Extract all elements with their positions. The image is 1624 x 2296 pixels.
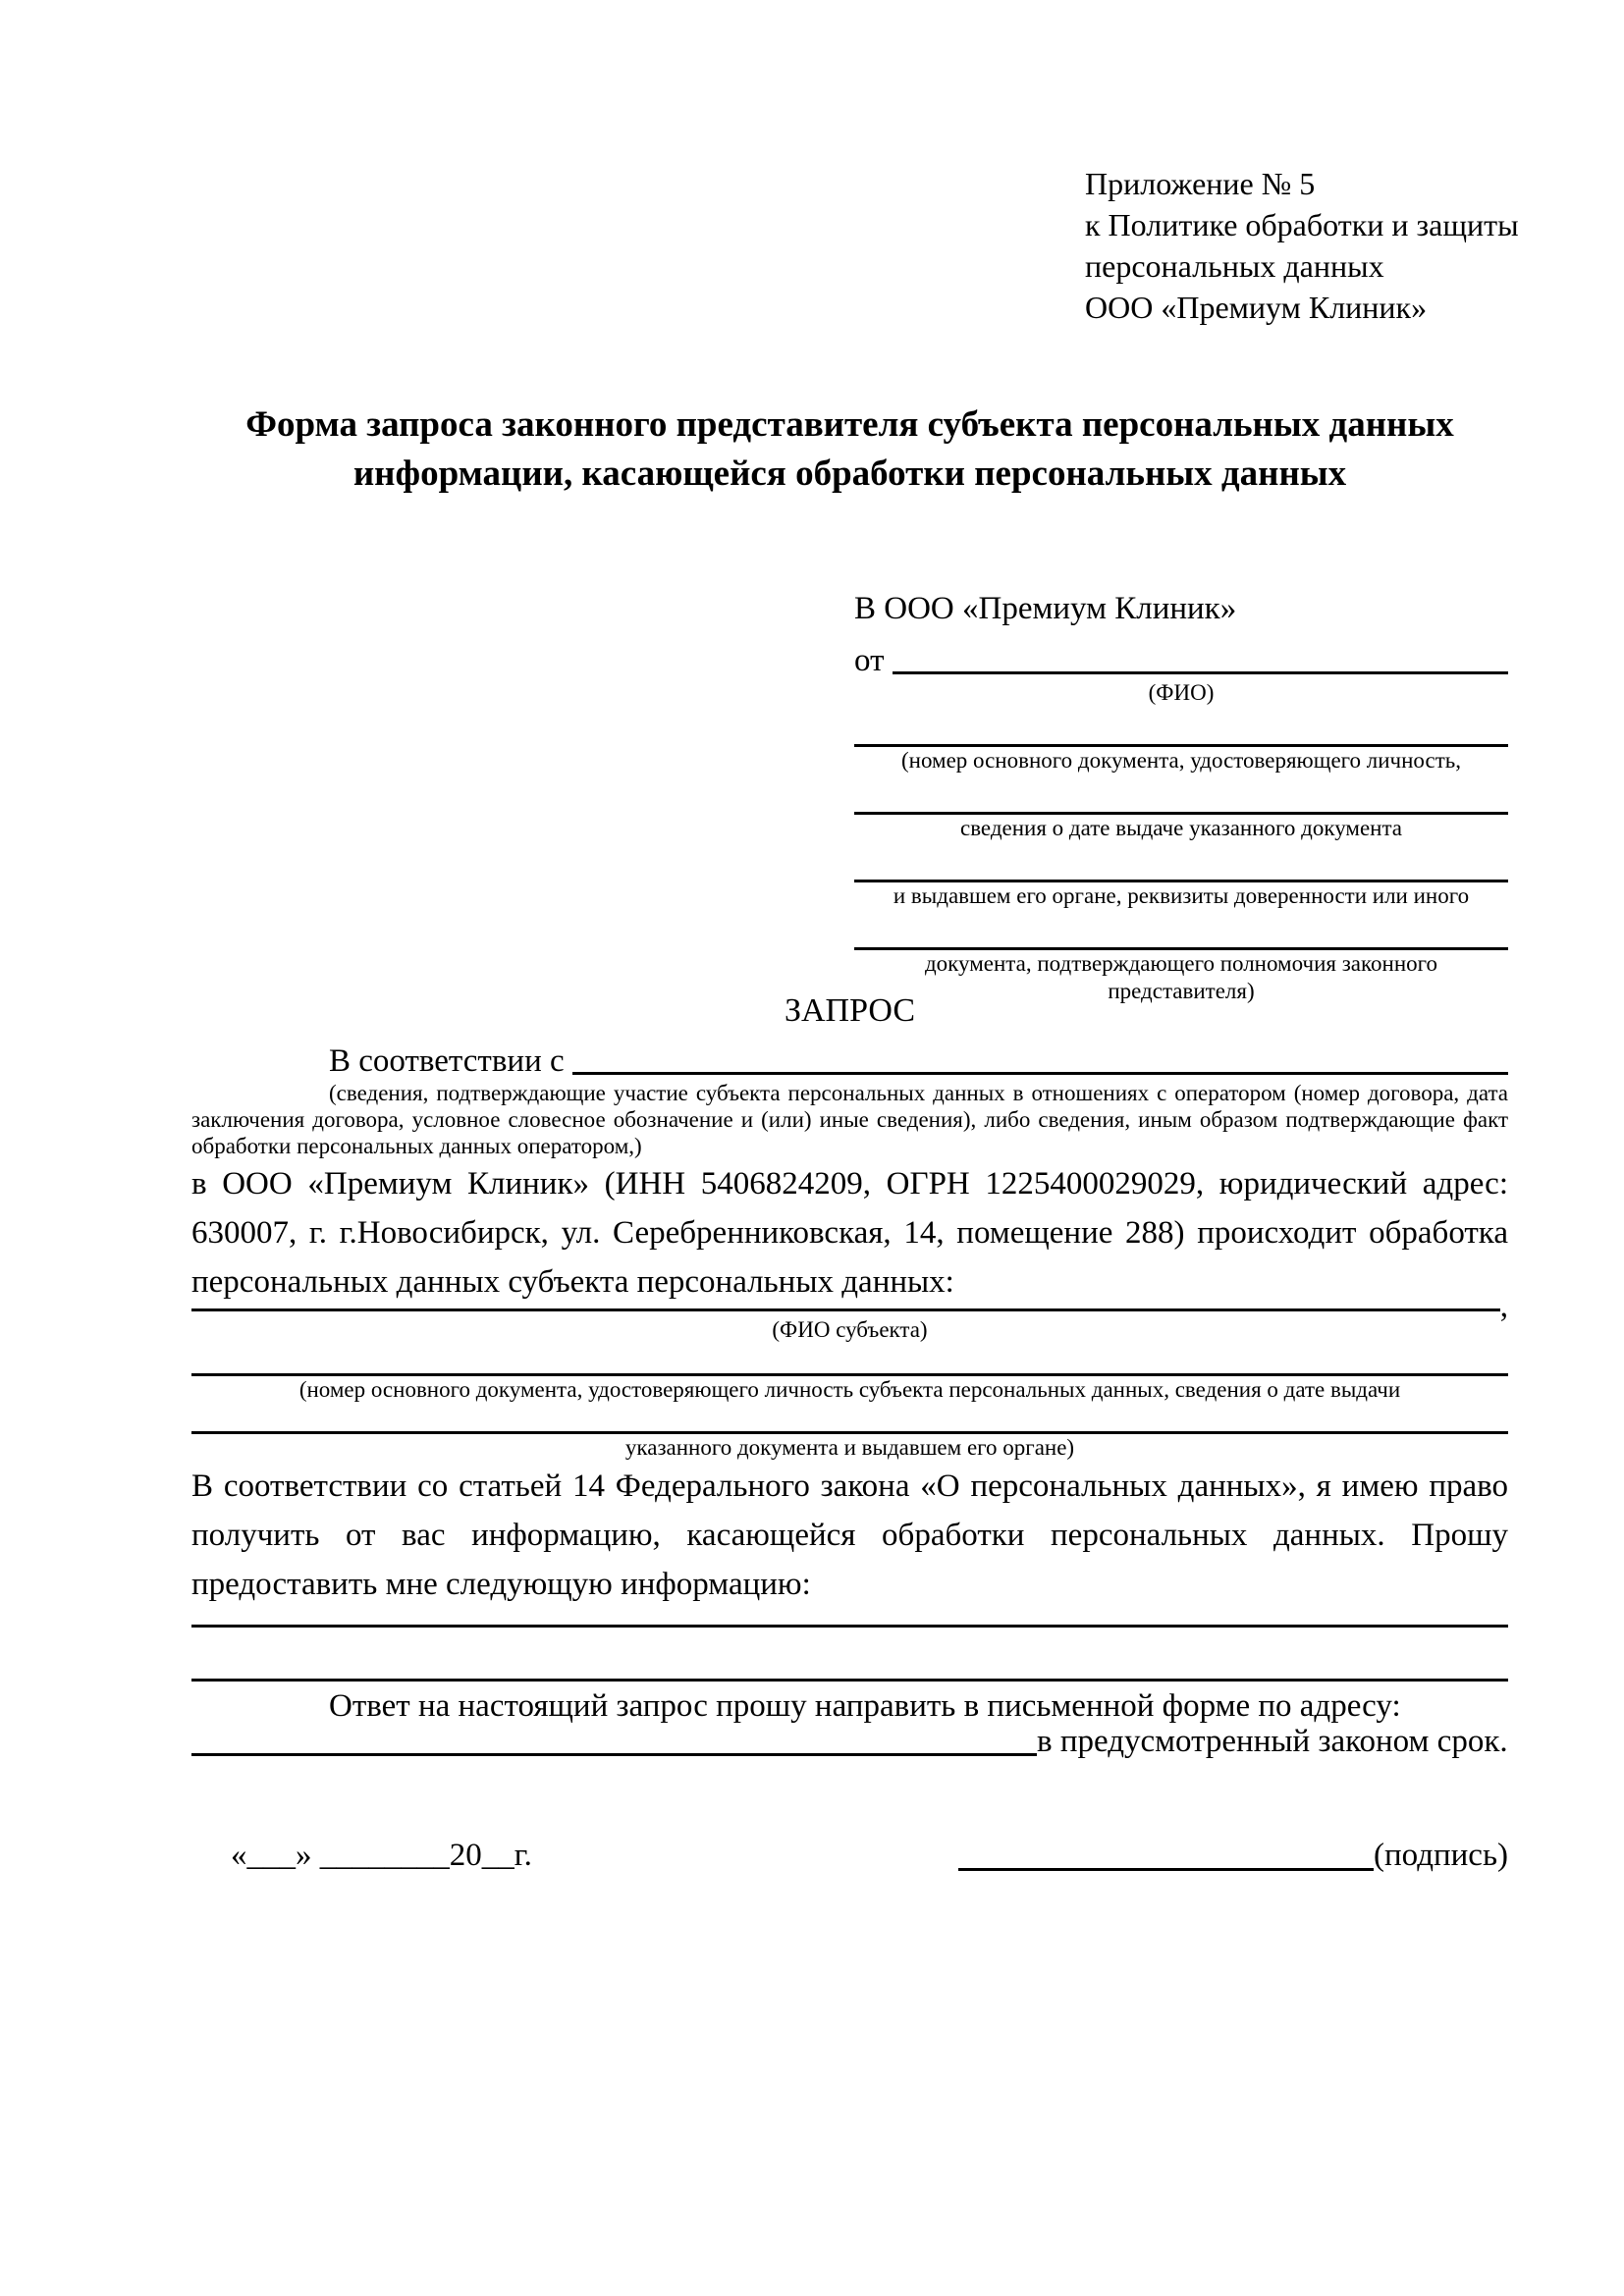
subject-document-blank-line	[191, 1404, 1508, 1434]
basis-caption: (сведения, подтверждающие участие субъекта персональных данных в отношениях с оператором (номер договора, дата заключения договора, условное словесное обозначение и (или) иные сведения), либо сведения, иным образом подтверждающие факт обработки персональных данных оператором,)	[191, 1081, 1508, 1158]
subject-fio-caption: (ФИО субъекта)	[772, 1317, 928, 1342]
appendix-header	[1085, 163, 1519, 328]
from-label: от	[854, 643, 893, 678]
answer-paragraph: Ответ на настоящий запрос прошу направить в письменной форме по адресу:	[329, 1688, 1401, 1724]
addressee-organization: В ООО «Премиум Клиник»	[854, 591, 1237, 626]
representative-document-caption-2: сведения о дате выдаче указанного документа	[959, 816, 1403, 840]
information-blank-line	[191, 1628, 1508, 1682]
appendix-line-3: персональных данных	[1085, 248, 1384, 284]
representative-document-blank-line	[854, 910, 1508, 950]
signature-blank-line	[958, 1868, 1374, 1871]
law-paragraph: В соответствии со статьей 14 Федерального закона «О персональных данных», я имею право получить от вас информацию, касающейся обработки персональных данных. Прошу предоставить мне следующую информацию:	[191, 1468, 1508, 1602]
signature-group	[958, 1834, 1508, 1877]
footer-row	[191, 1834, 1508, 1877]
basis-blank-line	[572, 1072, 1508, 1075]
signature-caption: (подпись)	[1374, 1838, 1508, 1873]
operator-paragraph: в ООО «Премиум Клиник» (ИНН 5406824209, ОГРН 1225400029029, юридический адрес: 630007, г. г.Новосибирск, ул. Серебренниковская, 14, помещение 288) происходит обработка персональных данных субъекта персональных данных:	[191, 1166, 1508, 1300]
date-line: «___» ________20__г.	[231, 1838, 532, 1873]
representative-document-blank-line	[854, 774, 1508, 815]
representative-name-blank-line	[893, 671, 1508, 674]
document-title-line-2: информации, касающейся обработки персональных данных	[352, 454, 1347, 494]
representative-document-blank-line	[854, 842, 1508, 882]
representative-document-caption-4: документа, подтверждающего полномочия законного представителя)	[924, 951, 1437, 1003]
fio-caption: (ФИО)	[1148, 680, 1215, 705]
representative-document-caption-1: (номер основного документа, удостоверяющего личность,	[900, 748, 1461, 773]
from-row	[854, 636, 1508, 679]
request-heading: ЗАПРОС	[784, 992, 916, 1029]
representative-document-blank-line	[854, 707, 1508, 747]
representative-document-caption-3: и выдавшем его органе, реквизиты доверенности или иного	[893, 883, 1470, 908]
basis-row	[191, 1035, 1508, 1080]
appendix-line-1: Приложение № 5	[1085, 166, 1316, 201]
trailing-comma: ,	[1499, 1289, 1508, 1324]
appendix-line-2: к Политике обработки и защиты	[1085, 207, 1519, 242]
subject-name-row	[191, 1289, 1508, 1324]
subject-document-caption-1: (номер основного документа, удостоверяющего личность субъекта персональных данных, сведения о дате выдачи	[298, 1377, 1401, 1402]
answer-address-blank-line	[191, 1753, 1037, 1756]
document-title-line-1: Форма запроса законного представителя субъекта персональных данных	[245, 404, 1454, 445]
basis-label: В соответствии с	[329, 1043, 572, 1079]
answer-tail-text: в предусмотренный законом срок.	[1037, 1724, 1508, 1759]
document-title	[191, 400, 1508, 499]
appendix-line-4: ООО «Премиум Клиник»	[1085, 290, 1428, 325]
addressee-block	[854, 587, 1508, 1005]
information-blank-line	[191, 1609, 1508, 1628]
subject-name-blank-line	[191, 1308, 1500, 1311]
subject-document-blank-line	[191, 1344, 1508, 1376]
request-body	[191, 991, 1508, 1760]
answer-address-row	[191, 1724, 1508, 1760]
subject-document-caption-2: указанного документа и выдавшем его органе)	[624, 1435, 1075, 1460]
